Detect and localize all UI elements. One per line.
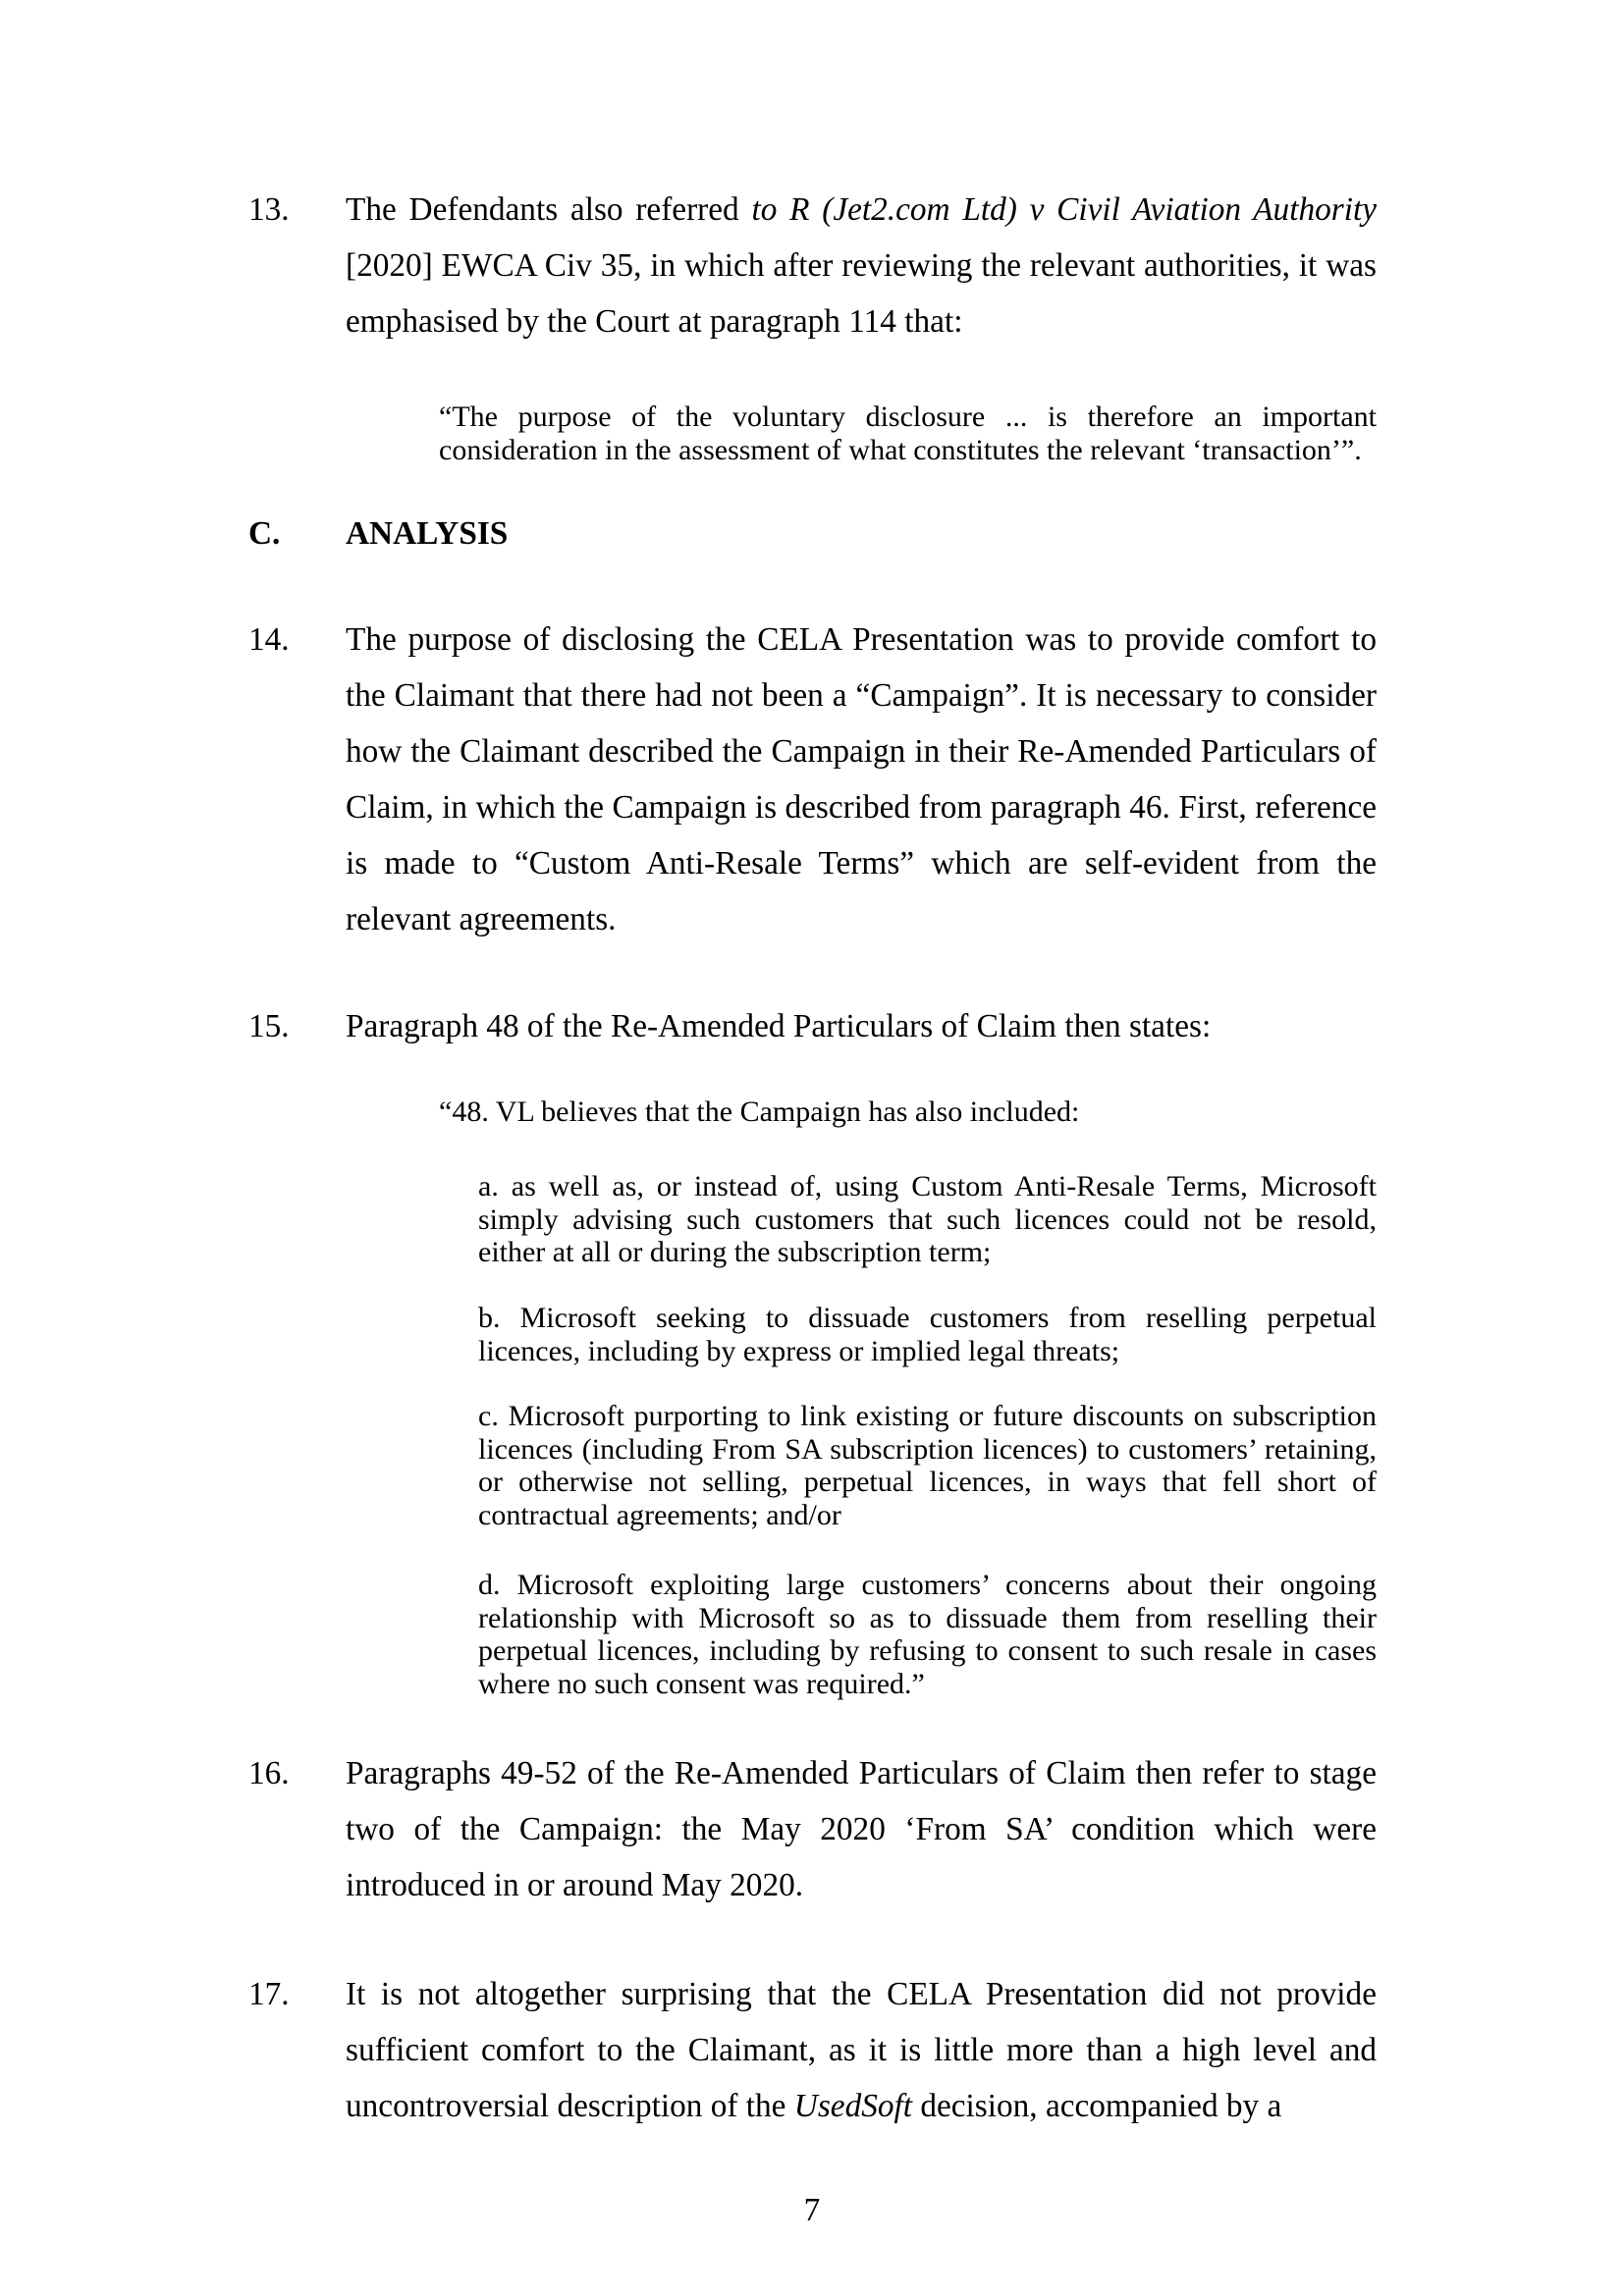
paragraph-13-text: [346, 182, 1377, 349]
quote-particulars-item-d: d. Microsoft exploiting large customers’ concerns about their ongoing relationship with Microsoft so as to dissuade them from reselling their perpetual licences, including by refusing to consent to such resale in cases where no such consent was required.”: [478, 1569, 1377, 1700]
paragraph-15-text: Paragraph 48 of the Re-Amended Particulars of Claim then states:: [346, 1008, 1212, 1044]
paragraph-14-text: The purpose of disclosing the CELA Presentation was to provide comfort to the Claimant that there had not been a “Campaign”. It is necessary to consider how the Claimant described the Campaign in their Re-Amended Particulars of Claim, in which the Campaign is described from paragraph 46. First, reference is made to “Custom Anti-Resale Terms” which are self-evident from the relevant agreements.: [346, 621, 1377, 937]
paragraph-13: [248, 182, 1377, 349]
section-title: ANALYSIS: [346, 515, 509, 552]
quote-particulars-item-a: a. as well as, or instead of, using Custom Anti-Resale Terms, Microsoft simply advising such customers that such licences could not be resold, either at all or during the subscription term;: [478, 1170, 1377, 1268]
section-letter: C.: [248, 515, 281, 552]
paragraph-15-number: 15.: [248, 1008, 290, 1044]
paragraph-17-text-post: decision, accompanied by a: [912, 2088, 1282, 2124]
paragraph-17-text-pre: It is not altogether surprising that the CELA Presentation did not provide sufficient comfort to the Claimant, as it is little more than a high level and uncontroversial description of the: [346, 1976, 1377, 2124]
paragraph-16: [248, 1745, 1377, 1913]
page-number: 7: [803, 2192, 821, 2228]
quote-particulars-item-c: c. Microsoft purporting to link existing or future discounts on subscription licences (including From SA subscription licences) to customers’ retaining, or otherwise not selling, perpetual licences, in ways that fell short of contractual agreements; and/or: [478, 1400, 1377, 1531]
paragraph-14: [248, 612, 1377, 947]
quote-particulars-intro: “48. VL believes that the Campaign has also included:: [439, 1095, 1080, 1128]
paragraph-17-text: [346, 1966, 1377, 2134]
paragraph-14-number: 14.: [248, 621, 290, 658]
paragraph-13-case-citation: to R (Jet2.com Ltd) v Civil Aviation Authority: [751, 191, 1377, 228]
paragraph-16-number: 16.: [248, 1755, 290, 1791]
paragraph-13-text-post: [2020] EWCA Civ 35, in which after reviewing the relevant authorities, it was emphasised by the Court at paragraph 114 that:: [346, 247, 1377, 340]
quote-particulars-item-b: b. Microsoft seeking to dissuade customers from reselling perpetual licences, including by express or implied legal threats;: [478, 1302, 1377, 1367]
paragraph-13-text-pre: The Defendants also referred: [346, 191, 752, 228]
paragraph-13-number: 13.: [248, 191, 290, 228]
paragraph-15: [248, 998, 1377, 1054]
paragraph-16-text: Paragraphs 49-52 of the Re-Amended Particulars of Claim then refer to stage two of the Campaign: the May 2020 ‘From SA’ condition which were introduced in or around May 2020.: [346, 1755, 1377, 1903]
quote-voluntary-disclosure: “The purpose of the voluntary disclosure ... is therefore an important consideration in the assessment of what constitutes the relevant ‘transaction’”.: [439, 400, 1377, 466]
section-heading-analysis: [248, 506, 1377, 561]
paragraph-17: [248, 1966, 1377, 2134]
paragraph-17-case-name: UsedSoft: [793, 2088, 913, 2124]
paragraph-17-number: 17.: [248, 1976, 290, 2012]
